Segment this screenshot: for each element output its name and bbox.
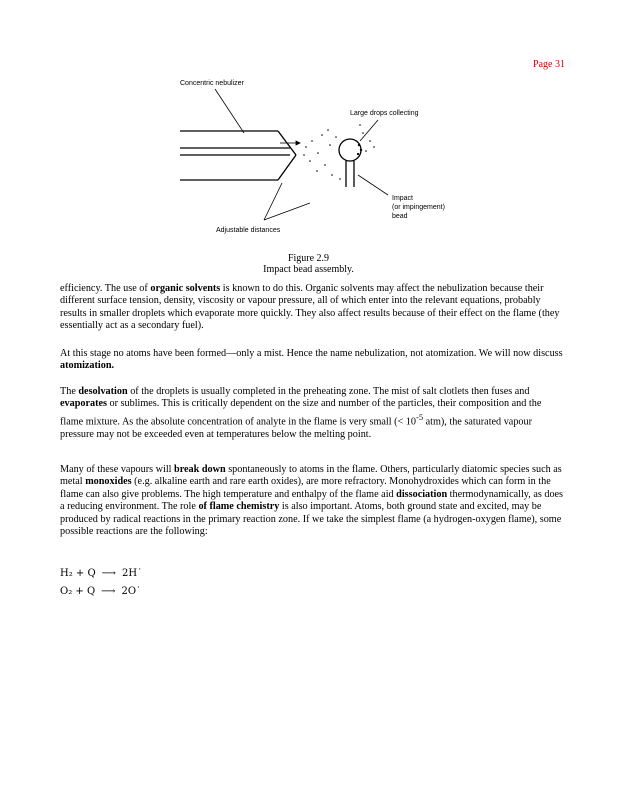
distance-arrows — [280, 141, 300, 145]
term-desolvation: desolvation — [78, 386, 128, 397]
term-break-down: break down — [174, 464, 226, 475]
page-number: Page 31 — [533, 59, 565, 70]
label-bead: bead — [392, 213, 408, 220]
paragraph-break-down: Many of these vapours will break down spontaneously to atoms in the flame. Others, particularly diatomic species such as metal monoxides (e.g. alkaline earth and rare earth oxides), are more refractory. Monohydroxides which can form in the flame can also give problems. The high temperature and enthalpy of the flame aid dissociation thermodynamically, as does a reducing environment. The role of flame chemistry is also important. Atoms, both ground state and excited, may be produced by radical reactions in the primary reaction zone. If we take the simplest flame (a hydrogen-oxygen flame), some possible reactions are the following: — [60, 464, 564, 538]
reaction-arrow-icon: ⟶ — [101, 586, 116, 597]
label-nebulizer: Concentric nebulizer — [180, 80, 244, 87]
impact-bead — [339, 139, 361, 187]
paragraph-organic-solvents: efficiency. The use of organic solvents is known to do this. Organic solvents may affect the nebulization because their different surface tension, density, viscosity or vapour pressure, all of which enter into the relevant equations, probably results in smaller droplets which evaporate more quickly. They also affect results because of their effect on the flame (they essentially act as a secondary fuel). — [60, 283, 560, 332]
label-impact: Impact — [392, 195, 414, 202]
term-organic-solvents: organic solvents — [150, 283, 221, 294]
figure-number: Figure 2.9 — [287, 253, 330, 264]
equation-hydrogen: H₂ + Q ⟶ 2H˙ — [60, 568, 143, 579]
equation-oxygen: O₂ + Q ⟶ 2O˙ — [60, 586, 142, 597]
term-atomization: atomization. — [60, 360, 115, 372]
paragraph-mist: At this stage no atoms have been formed—only a mist. Hence the name nebulization, not atomization. We will now discuss atomization. — [60, 348, 563, 372]
nebulizer-tubes — [180, 131, 296, 180]
paragraph-desolvation: The desolvation of the droplets is usually completed in the preheating zone. The mist of salt clotlets then fuses and evaporates or sublimes. This is critically dependent on the size and number of the particles, their composition and the flame mixture. As the absolute concentration of analyte in the flame is very small (< $10^{-5}$ atm), the saturated vapour pressure may not be exceeded even at temperatures below the melting point. — [60, 386, 542, 440]
label-distances: Adjustable distances — [216, 227, 281, 234]
term-evaporates: evaporates — [60, 398, 107, 410]
term-dissociation: dissociation — [396, 488, 448, 500]
reaction-arrow-icon: ⟶ — [101, 568, 117, 579]
label-impingement: (or impingement) — [392, 204, 445, 211]
label-drops: Large drops collecting — [350, 110, 419, 117]
term-flame-chemistry: of flame chemistry — [198, 501, 280, 513]
figure-title: Impact bead assembly. — [263, 264, 354, 275]
impact-bead-figure — [160, 75, 480, 250]
term-monoxides: monoxides — [85, 476, 132, 488]
